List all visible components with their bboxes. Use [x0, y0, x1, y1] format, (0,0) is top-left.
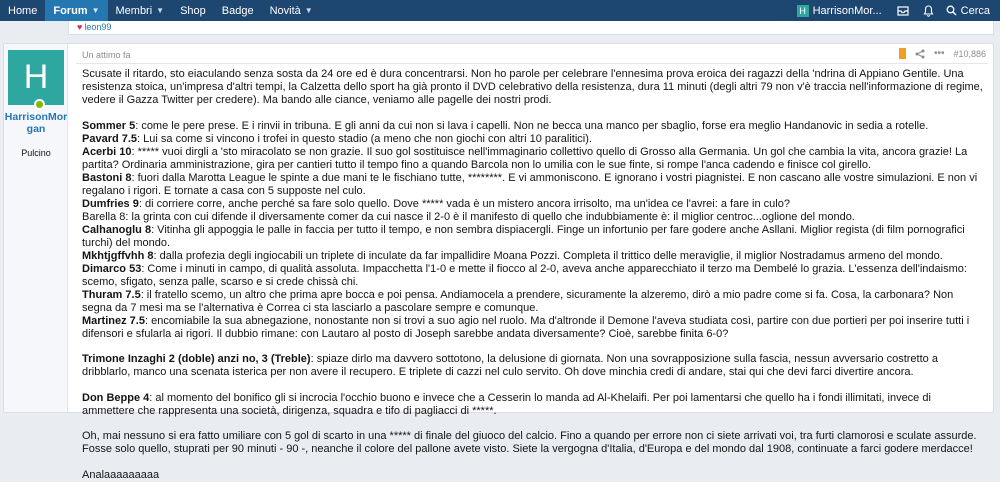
post-time[interactable]: Un attimo fa — [82, 50, 131, 60]
rating-line — [82, 250, 986, 263]
rating-text: : come le pere prese. E i rinvii in tribuna. E gli anni da cui non si lava i capelli. Non ne becca una manco per sbaglio, forse era meglio Handanovic in sedia a rotelle. — [135, 119, 929, 132]
nav-membri-label: Membri — [115, 4, 153, 17]
heart-icon: ♥ — [77, 22, 83, 32]
rating-text: : Lui sa come si vincono i trofei in questo stadio (a meno che non giochi con altri 10 paralitici). — [137, 132, 592, 145]
post-actions — [899, 48, 986, 59]
rating-text: : encomiabile la sua abnegazione, nonostante non si trovi a suo agio nel ruolo. Ma d'altronde il Demone l'aveva studiata così, partire con due portieri per poi inserire tutti i difensori e sfularla ai rigori. Il dubbio rimane: con Lautaro al posto di Joseph sarebbe andata diversamente? Cioè, sarebbe finita 6-0? — [82, 314, 970, 340]
nav-shop-label: Shop — [180, 4, 206, 17]
post-closing: Analaaaaaaaaa — [82, 468, 160, 481]
chevron-down-icon: ▼ — [304, 6, 313, 15]
post-header-divider — [76, 63, 988, 64]
rating-text: : di corriere corre, anche perché sa fare solo quello. Dove ***** vada è un mistero ancora irrisolto, ma un'idea ce l'avrei: a fare in culo? — [138, 197, 790, 210]
nav-right — [789, 0, 1000, 21]
rating-line — [82, 289, 986, 315]
share-icon — [915, 49, 925, 59]
chevron-down-icon: ▼ — [156, 6, 165, 15]
rating-line — [82, 263, 986, 289]
post-username[interactable]: HarrisonMorgan — [4, 111, 68, 135]
forum-post — [3, 43, 994, 481]
reactor-name: leon99 — [84, 22, 112, 32]
user-title: Pulcino — [21, 148, 51, 158]
post-body — [82, 68, 986, 482]
rating-name: Calhanoglu 8 — [82, 223, 152, 236]
nav-home[interactable] — [0, 0, 45, 21]
post-user-cell — [4, 44, 68, 412]
post-number[interactable]: #10,886 — [953, 48, 986, 59]
account-username: HarrisonMor... — [812, 4, 882, 17]
rating-line — [82, 211, 986, 224]
chevron-down-icon: ▼ — [91, 6, 100, 15]
nav-forum[interactable] — [45, 0, 107, 21]
avatar[interactable] — [8, 50, 64, 105]
rating-name: Mkhtjgffvhh 8 — [82, 249, 154, 262]
rating-text: : ***** vuoi dirgli a 'sto miracolato se non grazie. Il suo gol sostituisce nell'immaginario collettivo quello di Grosso alla Germania. Un gol che cambia la vita, ancora grazie! La partita? Ordinaria amministrazione, gira per cantieri tutto il tempo fino a quando Barcola non lo umilia con le sue finte, si rompe l'anca cadendo e finisce col girello. — [82, 145, 968, 171]
rating-line — [82, 172, 986, 198]
inbox-button[interactable] — [890, 5, 916, 16]
alerts-button[interactable] — [916, 5, 942, 17]
nav-forum-label: Forum — [53, 4, 88, 17]
online-status-icon — [34, 99, 45, 110]
inbox-icon — [897, 5, 909, 16]
rating-name: Bastoni 8 — [82, 171, 132, 184]
account-menu[interactable] — [789, 5, 890, 17]
rating-line — [82, 120, 986, 133]
rating-line — [82, 315, 986, 341]
search-label: Cerca — [960, 4, 990, 17]
nav-membri[interactable] — [108, 0, 173, 21]
share-button[interactable] — [915, 49, 925, 59]
ellipsis-icon: ••• — [933, 48, 945, 59]
search-icon — [946, 5, 957, 16]
rating-text: : fuori dalla Marotta League le spinte a due mani te le fischiano tutte, ********. E vi ammoniscono. E ignorano i vostri piagnistei. E non cascano alle vostre simulazioni. E non vi regalano i rigori. E tornate a casa con 5 supposte nel culo. — [82, 171, 978, 197]
coach-rating — [82, 353, 986, 379]
rating-name: Sommer 5 — [82, 119, 136, 132]
president-text: : al momento del bonifico gli si incrocia l'occhio buono e invece che a Cesserin lo manda ad Al-Khelaifi. Per poi lamentarsi che quello ha i fondi illimitati, invece di ammettere che rappresenta una società, dirigenza, squadra e tifo di pagliacci di *****. — [82, 391, 931, 417]
bookmark-icon[interactable] — [899, 48, 906, 59]
previous-post-footer — [68, 21, 994, 35]
rating-name: Martinez 7.5 — [82, 314, 145, 327]
rating-line — [82, 198, 986, 211]
nav-badge-label: Badge — [221, 4, 254, 17]
ratings-list — [82, 120, 986, 341]
rating-text: : dalla profezia degli ingiocabili un triplete di inculate da far impallidire Moana Pozzi. Completa il trittico delle meraviglie, il miglior Nostradamus armeno del mondo. — [153, 249, 943, 262]
coach-text: : spiaze dirlo ma davvero sottotono, la delusione di giornata. Non una sovrapposizione sulla fascia, nessun avversario costretto a dribblarlo, manco una scenata isterica per non avere il recupero. E triplete di cazzi nel culo servito. Oh dove minchia credi di andare, stai qui che devi farci divertire ancora. — [82, 353, 938, 378]
avatar-initial: H — [23, 58, 49, 96]
coach-name: Trimone Inzaghi 2 (doble) anzi no, 3 (Treble) — [82, 353, 311, 365]
president-name: Don Beppe 4 — [82, 391, 150, 404]
top-nav — [0, 0, 1000, 21]
more-options-button[interactable] — [934, 48, 945, 59]
rating-name: Pavard 7.5 — [82, 132, 138, 145]
post-intro: Scusate il ritardo, sto eiaculando senza sosta da 24 ore ed è dura concentrarsi. Non ho parole per celebrare l'ennesima prova eroica dei ragazzi della 'ndrina di Appiano Gentile. Una resistenza stoica, un'impresa d'altri tempi, la Calzetta dello sport ha già pronto il DVD celebrativo della resistenza, dura 11 minuti (degli altri 79 non v'è traccia nell'informazione di regime, vedere il Gazza Twitter per credere). Ma bando alle ciance, veniamo alle pagelle dei nostri prodi. — [82, 68, 983, 106]
rating-line — [82, 133, 986, 146]
rating-name: Thuram 7.5 — [82, 288, 141, 301]
rating-text: Barella 8: la grinta con cui difende il diversamente comer da cui nasce il 2-0 è il manifesto di quello che indubbiamente è: il miglior centroc...oglione del mondo. — [82, 210, 855, 223]
bell-icon — [923, 5, 934, 17]
rating-line — [82, 146, 986, 172]
reaction-summary[interactable] — [77, 22, 111, 32]
nav-home-label: Home — [8, 4, 38, 17]
search-button[interactable] — [942, 5, 1000, 17]
post-outro: Oh, mai nessuno si era fatto umiliare con 5 gol di scarto in una ***** di finale del giuoco del calcio. Fino a quando per errore non ci siete arrivati voi, tra furti clamorosi e sculate assurde. Fosse solo quello, stuprati per 90 minuti - 90 -, neanche il colore del pallone avete visto. Siete la vergogna d'Italia, d'Europa e del mondo dal 1908, continuate a farci godere merdacce! — [82, 430, 977, 455]
nav-badge[interactable] — [214, 0, 262, 21]
nav-novita-label: Novità — [269, 4, 301, 17]
nav-shop[interactable] — [172, 0, 214, 21]
rating-text: : il fratello scemo, un altro che prima apre bocca e poi pensa. Andiamocela a prendere, sicuramente la alzeremo, dirò a mio padre come si fa. Cosa, la carbonara? Non segna da 7 mesi ma se l'alternativa è Correa ci sta lasciarlo a pascolare sempre e comunque. — [82, 288, 954, 314]
rating-name: Dimarco 53 — [82, 262, 142, 275]
rating-text: : Vitinha gli appoggia le palle in faccia per tutto il tempo, e non sembra dispiacergli. Finge un infortunio per fare godere anche Asllani. Miglior regista (di film pornografici turchi) del mondo. — [82, 223, 965, 249]
rating-text: : Come i minuti in campo, di qualità assoluta. Impacchetta l'1-0 e mette il fiocco al 2-0, aveva anche apparecchiato il terzo ma Dembelé lo grazia. L'essenza dell'indaismo: scemo, sfigato, senza palle, scarso e si crede chissà chi. — [82, 262, 967, 288]
rating-name: Dumfries 9 — [82, 197, 139, 210]
rating-name: Acerbi 10 — [82, 145, 132, 158]
rating-line — [82, 224, 986, 250]
account-avatar: H — [797, 5, 809, 17]
nav-novita[interactable] — [262, 0, 321, 21]
president-rating — [82, 392, 986, 418]
